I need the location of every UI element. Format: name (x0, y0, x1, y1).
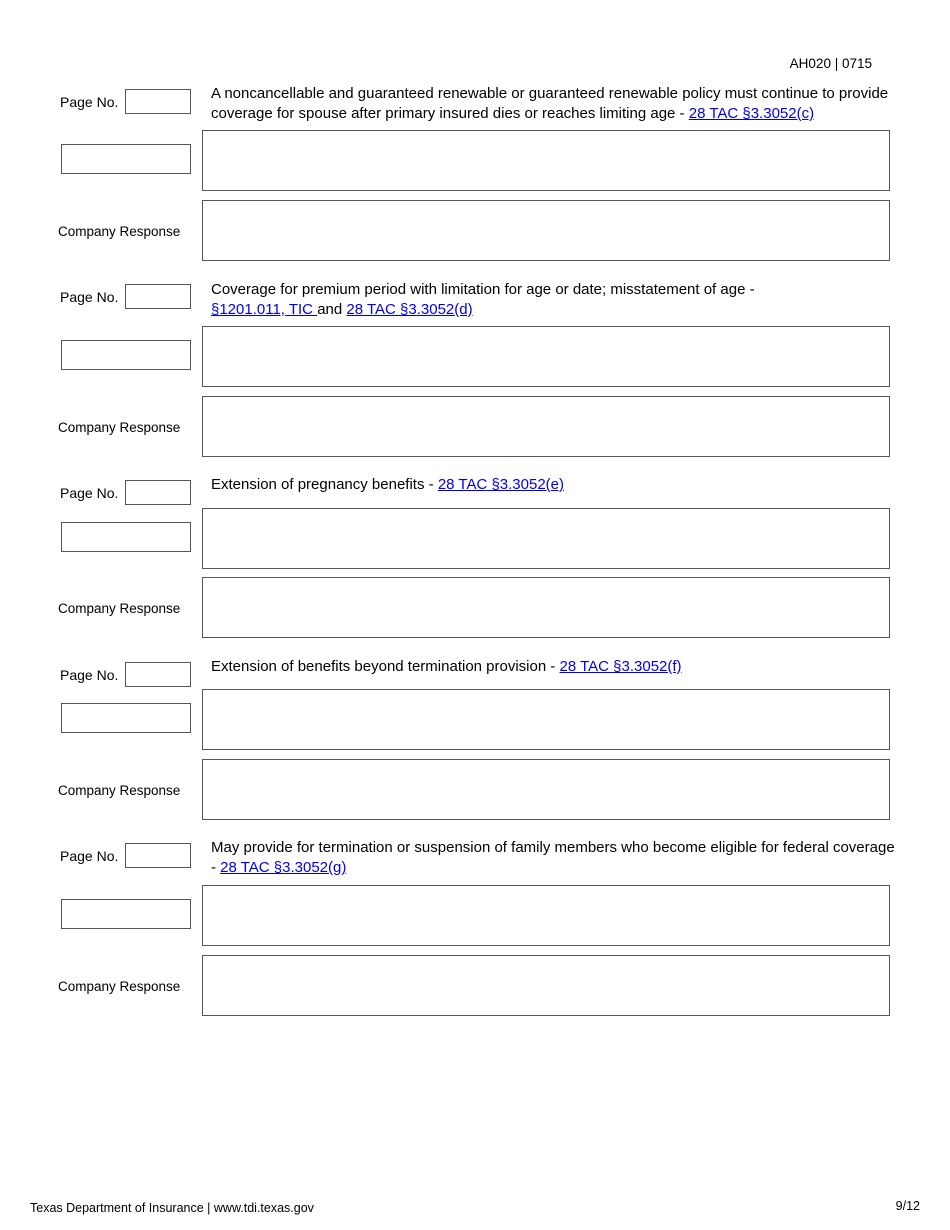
requirement-field[interactable] (202, 326, 890, 387)
page-no-input[interactable] (125, 89, 191, 114)
citation-link[interactable]: 28 TAC §3.3052(e) (437, 476, 565, 493)
page-number: 9/12 (895, 1199, 920, 1213)
company-response-field[interactable] (202, 396, 890, 457)
footer-agency: Texas Department of Insurance | www.tdi.texas.gov (30, 1201, 314, 1215)
requirement-description: A noncancellable and guaranteed renewable or guaranteed renewable policy must continue to provide coverage for spouse after primary insured dies or reaches limiting age - (211, 85, 889, 122)
page-no-label: Page No. (60, 848, 119, 864)
page-no-input[interactable] (125, 662, 191, 687)
requirement-description: Coverage for premium period with limitation for age or date; misstatement of age - (211, 281, 755, 298)
requirement-text (211, 280, 901, 320)
form-field-input[interactable] (61, 703, 191, 733)
citation-link[interactable]: 28 TAC §3.3052(c) (688, 105, 815, 122)
citation-link[interactable]: 28 TAC §3.3052(d) (346, 301, 473, 318)
requirement-field[interactable] (202, 885, 890, 946)
company-response-label: Company Response (58, 601, 181, 616)
company-response-label: Company Response (58, 783, 181, 798)
citation-connector: and (317, 301, 347, 318)
page-no-label: Page No. (60, 289, 119, 305)
requirement-field[interactable] (202, 689, 890, 750)
citation-link[interactable]: 28 TAC §3.3052(g) (220, 859, 347, 876)
company-response-field[interactable] (202, 200, 890, 261)
company-response-field[interactable] (202, 577, 890, 638)
requirement-text (211, 475, 901, 495)
requirement-description: Extension of benefits beyond termination provision - (211, 658, 560, 675)
requirement-field[interactable] (202, 508, 890, 569)
citation-link[interactable]: §1201.011, TIC (211, 301, 318, 318)
page-no-label: Page No. (60, 485, 119, 501)
form-field-input[interactable] (61, 340, 191, 370)
requirement-text (211, 838, 901, 878)
company-response-field[interactable] (202, 955, 890, 1016)
form-field-input[interactable] (61, 899, 191, 929)
company-response-label: Company Response (58, 979, 181, 994)
page-no-input[interactable] (125, 480, 191, 505)
requirement-text (211, 657, 901, 677)
form-field-input[interactable] (61, 522, 191, 552)
form-field-input[interactable] (61, 144, 191, 174)
page-no-label: Page No. (60, 667, 119, 683)
company-response-label: Company Response (58, 224, 181, 239)
requirement-description: May provide for termination or suspension of family members who become eligible for federal coverage - (211, 839, 895, 876)
requirement-text (211, 84, 901, 124)
form-id: AH020 | 0715 (789, 56, 872, 71)
citation-link[interactable]: 28 TAC §3.3052(f) (559, 658, 682, 675)
page-no-label: Page No. (60, 94, 119, 110)
company-response-field[interactable] (202, 759, 890, 820)
page-no-input[interactable] (125, 284, 191, 309)
requirement-field[interactable] (202, 130, 890, 191)
company-response-label: Company Response (58, 420, 181, 435)
requirement-description: Extension of pregnancy benefits - (211, 476, 438, 493)
page-no-input[interactable] (125, 843, 191, 868)
